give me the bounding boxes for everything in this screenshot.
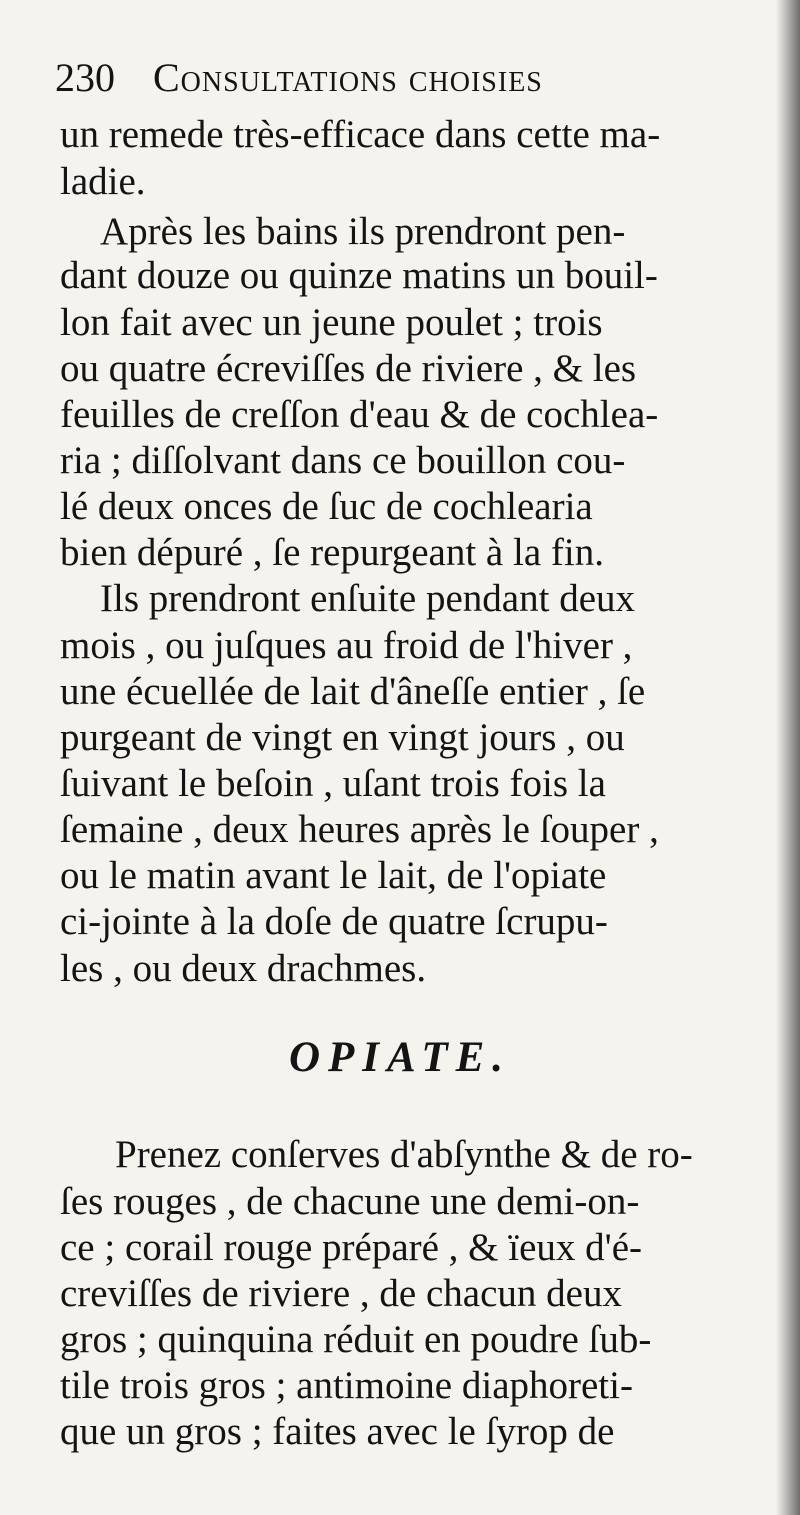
text-line: Prenez conſerves d'abſynthe & de ro- bbox=[115, 1133, 693, 1176]
text-line: ou le matin avant le lait, de l'opiate bbox=[60, 854, 607, 897]
text-line: tile trois gros ; antimoine diaphoreti- bbox=[60, 1364, 633, 1407]
text-line: gros ; quinquina réduit en poudre ſub- bbox=[60, 1318, 652, 1361]
text-line: ladie. bbox=[60, 160, 146, 203]
page-edge-shadow bbox=[776, 0, 800, 1515]
text-line: Ils prendront enſuite pendant deux bbox=[100, 577, 636, 620]
text-line: les , ou deux drachmes. bbox=[60, 947, 427, 990]
text-line: mois , ou juſques au froid de l'hiver , bbox=[60, 624, 633, 667]
text-line: dant douze ou quinze matins un bouil- bbox=[60, 254, 658, 297]
section-title: OPIATE. bbox=[288, 1034, 512, 1081]
running-head: Consultations choisies bbox=[153, 55, 543, 100]
text-line: bien dépuré , ſe repurgeant à la fin. bbox=[60, 531, 604, 574]
text-line: ou quatre écreviſſes de riviere , & les bbox=[60, 347, 637, 390]
text-line: ſes rouges , de chacune une demi-on- bbox=[60, 1180, 640, 1223]
text-line: ſemaine , deux heures après le ſouper , bbox=[60, 808, 659, 851]
text-line: creviſſes de riviere , de chacun deux bbox=[60, 1272, 622, 1315]
text-line: ci-jointe à la doſe de quatre ſcrupu- bbox=[60, 900, 608, 943]
text-line: une écuellée de lait d'âneſſe entier , ſe bbox=[60, 670, 646, 713]
page-number: 230 bbox=[55, 55, 115, 100]
page-header bbox=[55, 48, 745, 108]
text-line: que un gros ; faites avec le ſyrop de bbox=[60, 1410, 615, 1453]
text-line: ria ; diſſolvant dans ce bouillon cou- bbox=[60, 439, 626, 482]
text-line: ce ; corail rouge préparé , & ïeux d'é- bbox=[60, 1226, 642, 1269]
text-line: un remede très-efficace dans cette ma- bbox=[60, 113, 661, 156]
text-line: Après les bains ils prendront pen- bbox=[100, 210, 626, 253]
text-line: purgeant de vingt en vingt jours , ou bbox=[60, 716, 625, 759]
text-line: lé deux onces de ſuc de cochlearia bbox=[60, 485, 593, 528]
text-line: feuilles de creſſon d'eau & de cochlea- bbox=[60, 393, 659, 436]
text-line: ſuivant le beſoin , uſant trois fois la bbox=[60, 762, 606, 805]
text-line: lon fait avec un jeune poulet ; trois bbox=[60, 301, 603, 344]
